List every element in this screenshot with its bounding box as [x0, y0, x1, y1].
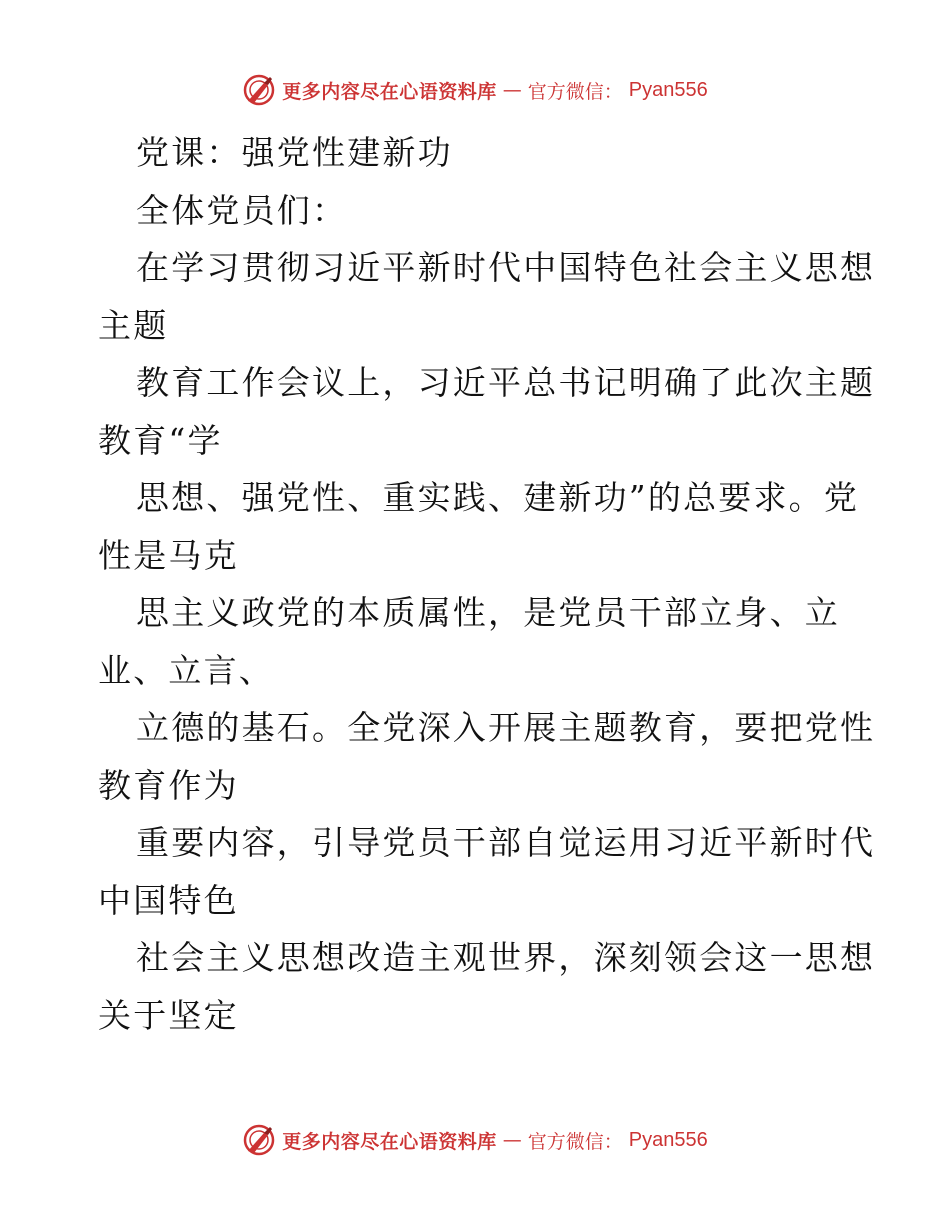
banner-wechat-id: Pyan556: [628, 78, 708, 101]
salutation: 全体党员们：: [136, 190, 348, 230]
banner-wechat-label: 官方微信：: [527, 1130, 623, 1153]
text-line: 思想、强党性、重实践、建新功”的总要求。党: [136, 478, 860, 517]
footer-banner: [0, 1120, 950, 1160]
text-line: 思主义政党的本质属性，是党员干部立身、立: [136, 593, 840, 632]
pen-circle-logo-icon: [242, 1123, 276, 1157]
banner-wechat-label: 官方微信：: [527, 80, 623, 103]
text-line: 社会主义思想改造主观世界，深刻领会这一思想: [136, 938, 876, 977]
text-line: 教育“学: [98, 420, 223, 460]
text-line: 立德的基石。全党深入开展主题教育，要把党性: [136, 708, 876, 747]
document-title: 党课：强党性建新功: [136, 133, 453, 172]
text-line: 主题: [98, 305, 169, 345]
text-line: 关于坚定: [98, 995, 239, 1035]
document-body: [98, 124, 876, 1044]
banner-dash: —: [502, 1129, 522, 1151]
text-line: 教育工作会议上，习近平总书记明确了此次主题: [136, 363, 876, 402]
banner-wechat-id: Pyan556: [628, 1128, 708, 1151]
pen-circle-logo-icon: [242, 73, 276, 107]
text-line: 重要内容，引导党员干部自觉运用习近平新时代: [136, 823, 876, 862]
header-banner: [0, 70, 950, 110]
text-line: 中国特色: [98, 880, 239, 920]
banner-dash: —: [502, 79, 522, 101]
text-line: 在学习贯彻习近平新时代中国特色社会主义思想: [136, 248, 876, 287]
banner-text: 更多内容尽在心语资料库: [282, 1130, 497, 1153]
text-line: 教育作为: [98, 765, 239, 805]
text-line: 性是马克: [98, 535, 239, 575]
banner-text: 更多内容尽在心语资料库: [282, 80, 497, 103]
text-line: 业、立言、: [98, 650, 274, 690]
